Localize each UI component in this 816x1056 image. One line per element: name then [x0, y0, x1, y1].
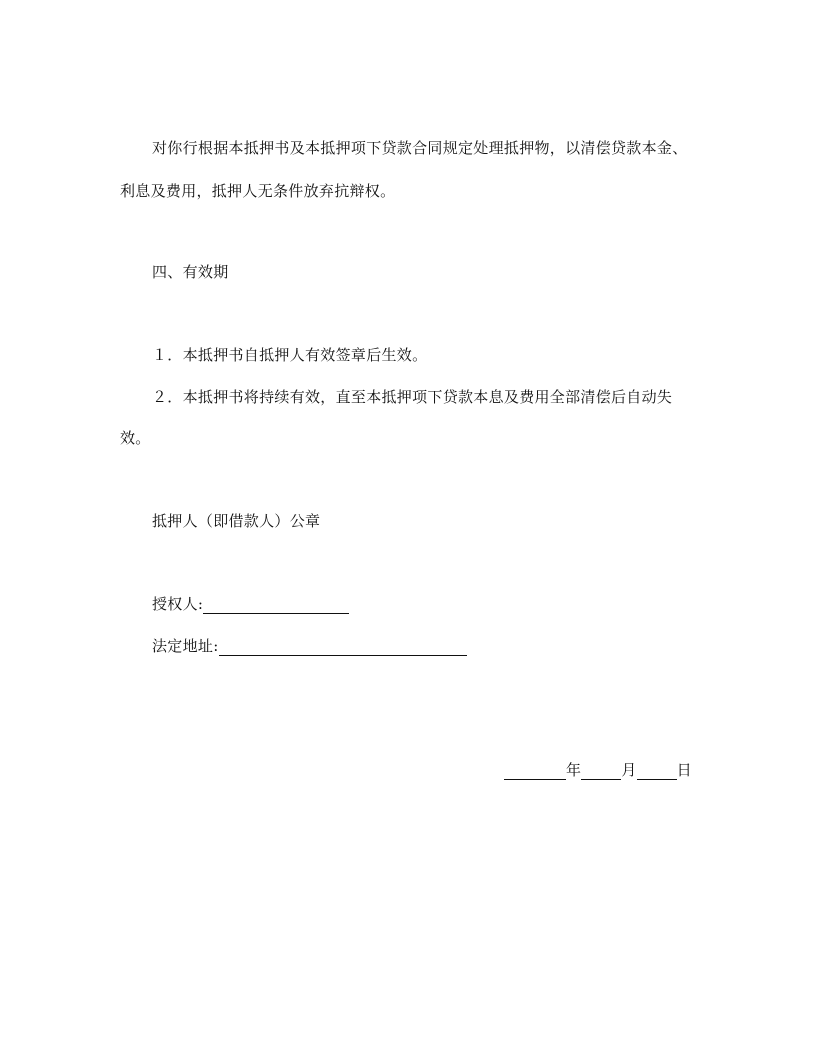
authorized-person-blank[interactable]	[203, 597, 349, 614]
legal-address-blank[interactable]	[219, 639, 467, 656]
list-item: １．本抵押书自抵押人有效签章后生效。	[152, 346, 428, 364]
section-title: 四、有效期	[152, 263, 229, 281]
seal-label: 抵押人（即借款人）公章	[152, 512, 321, 530]
list-item-continuation: 效。	[120, 429, 151, 447]
legal-address-field	[152, 636, 467, 656]
list-item: ２．本抵押书将持续有效，直至本抵押项下贷款本息及费用全部清偿后自动失	[152, 388, 673, 406]
day-blank[interactable]	[637, 763, 677, 780]
paragraph-line: 对你行根据本抵押书及本抵押项下贷款合同规定处理抵押物，以清偿贷款本金、	[152, 139, 688, 157]
month-label: 月	[621, 761, 637, 779]
authorized-person-field	[152, 594, 349, 614]
year-blank[interactable]	[504, 763, 566, 780]
paragraph-line: 利息及费用，抵押人无条件放弃抗辩权。	[120, 182, 396, 200]
month-blank[interactable]	[581, 763, 621, 780]
year-label: 年	[566, 761, 582, 779]
legal-address-label: 法定地址:	[152, 637, 219, 655]
date-field	[504, 760, 692, 780]
authorized-person-label: 授权人:	[152, 595, 204, 613]
day-label: 日	[676, 761, 692, 779]
